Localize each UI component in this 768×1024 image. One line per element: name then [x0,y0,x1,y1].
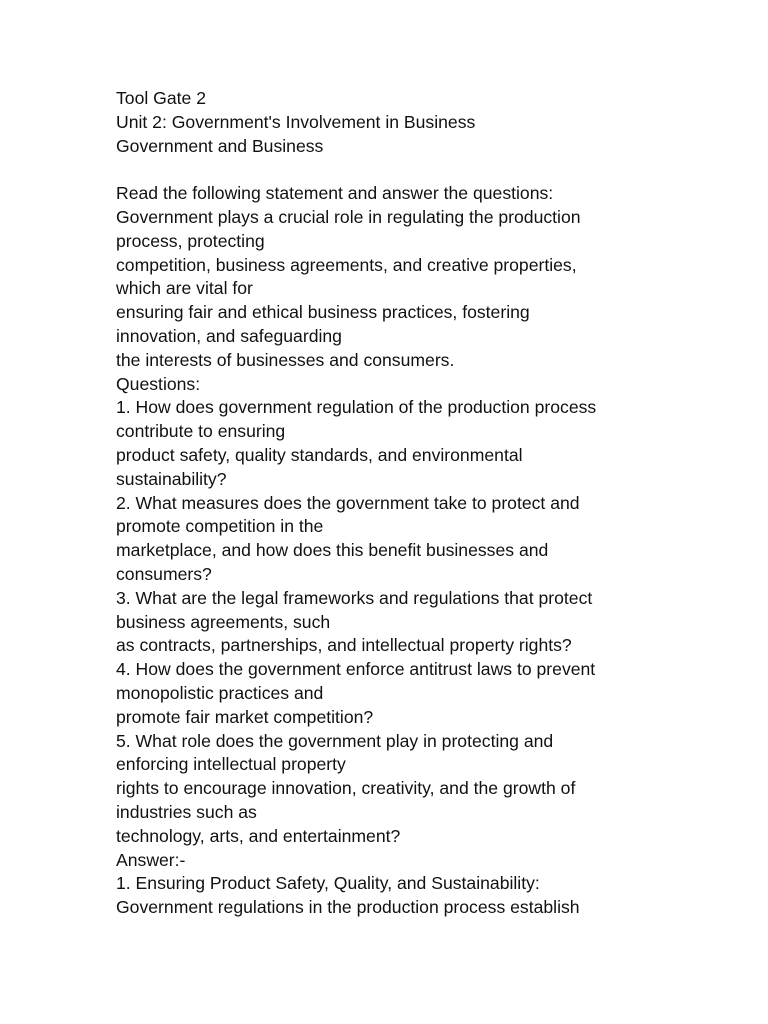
intro-line: Read the following statement and answer the questions: [116,183,554,204]
question-line: rights to encourage innovation, creativity, and the growth of [116,778,576,799]
question-line: 2. What measures does the government take to protect and [116,492,580,513]
topic-title: Government and Business [116,135,324,156]
question-line: business agreements, such [116,611,331,632]
questions-heading: Questions: [116,373,201,394]
question-line: 5. What role does the government play in protecting and [116,730,554,751]
intro-line: Government plays a crucial role in regulating the production [116,206,581,227]
intro-line: innovation, and safeguarding [116,325,342,346]
question-line: contribute to ensuring [116,421,286,442]
question-line: promote fair market competition? [116,706,374,727]
question-line: 1. How does government regulation of the production process [116,397,597,418]
intro-line: ensuring fair and ethical business practices, fostering [116,302,530,323]
question-line: technology, arts, and entertainment? [116,825,401,846]
question-line: as contracts, partnerships, and intellectual property rights? [116,635,572,656]
intro-line: competition, business agreements, and creative properties, [116,254,577,275]
answer-heading: Answer:- [116,849,186,870]
document-text [116,87,676,920]
answer-line: 1. Ensuring Product Safety, Quality, and Sustainability: [116,873,540,894]
question-line: product safety, quality standards, and environmental [116,444,523,465]
question-line: consumers? [116,563,212,584]
spacer [116,158,676,182]
unit-title: Unit 2: Government's Involvement in Business [116,111,476,132]
question-line: 3. What are the legal frameworks and regulations that protect [116,587,593,608]
question-line: marketplace, and how does this benefit businesses and [116,540,549,561]
answer-line: Government regulations in the production process establish [116,897,580,918]
question-line: promote competition in the [116,516,324,537]
question-line: monopolistic practices and [116,682,324,703]
question-line: 4. How does the government enforce antitrust laws to prevent [116,659,596,680]
intro-line: which are vital for [116,278,253,299]
intro-line: the interests of businesses and consumers. [116,349,455,370]
question-line: enforcing intellectual property [116,754,346,775]
document-title: Tool Gate 2 [116,88,206,108]
question-line: sustainability? [116,468,227,489]
intro-line: process, protecting [116,230,265,251]
question-line: industries such as [116,801,257,822]
